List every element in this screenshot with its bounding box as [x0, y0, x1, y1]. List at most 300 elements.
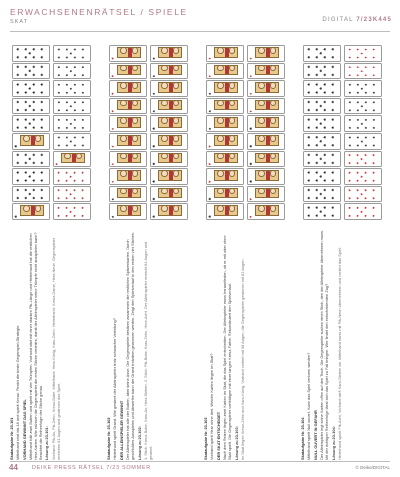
- suit-pip: ♣: [314, 91, 319, 94]
- card-row: [344, 42, 384, 220]
- suit-pip: ♠: [207, 127, 212, 130]
- figure-head: [173, 153, 180, 160]
- suit-pip: ♣: [27, 175, 32, 178]
- suit-pip: ♣: [15, 171, 20, 174]
- court-card-figure: [214, 118, 238, 129]
- playing-card: [150, 186, 188, 203]
- suit-pip: ♣: [23, 196, 28, 200]
- suit-pip: ♦: [371, 56, 376, 59]
- suit-pip: ♣: [15, 161, 20, 165]
- playing-card: [150, 204, 188, 221]
- suit-pip: ♠: [151, 74, 156, 78]
- figure-head: [120, 188, 127, 195]
- playing-card: [247, 151, 285, 168]
- playing-card: [344, 63, 382, 80]
- suit-pip: ♠: [80, 101, 85, 104]
- suit-pip: ♣: [318, 157, 323, 161]
- suit-pip: ♣: [322, 83, 327, 86]
- suit-pip: ♣: [15, 196, 20, 200]
- playing-card: [344, 98, 382, 115]
- playing-card: [109, 80, 147, 97]
- suit-pip: ♠: [56, 83, 61, 86]
- court-card-figure: [117, 65, 141, 76]
- figure-head: [217, 118, 224, 125]
- suit-pip: ♣: [330, 91, 335, 94]
- suit-pip: ♠: [56, 65, 61, 69]
- playing-card: [12, 186, 50, 203]
- suit-pip: ♣: [39, 171, 44, 174]
- suit-pip: ♣: [306, 214, 311, 217]
- playing-card: [303, 63, 341, 80]
- figure-head: [132, 170, 139, 177]
- suit-pip: ♥: [371, 153, 376, 157]
- court-card-figure: [255, 170, 279, 181]
- playing-card: [303, 133, 341, 150]
- suit-pip: ♣: [27, 69, 32, 73]
- suit-pip: ♥: [371, 196, 376, 200]
- suit-pip: ♥: [347, 161, 352, 165]
- court-card-figure: [117, 118, 141, 129]
- figure-head: [229, 188, 236, 195]
- suit-pip: ♣: [27, 192, 32, 196]
- suit-pip: ♠: [72, 126, 77, 129]
- figure-head: [217, 100, 224, 107]
- suit-pip: ♠: [80, 73, 85, 77]
- card-row: [303, 42, 343, 220]
- suit-pip: ♣: [248, 180, 253, 183]
- suit-pip: ♠: [72, 101, 77, 104]
- suit-pip: ♣: [23, 179, 28, 182]
- suit-pip: ♠: [56, 126, 61, 129]
- playing-card: [109, 186, 147, 203]
- suit-pip: ♣: [31, 55, 36, 59]
- playing-card: [247, 98, 285, 115]
- puzzle-intro: Mittelhand reizt bis 18 und spielt Kreuz. Findet die beste Gegenspiel-Strategie.: [15, 324, 21, 460]
- suit-pip: ♣: [248, 162, 253, 166]
- suit-pip: ♠: [72, 56, 77, 59]
- court-card-figure: [255, 135, 279, 146]
- puzzle-title: Skataufgabe Nr. 23-104: [300, 417, 305, 460]
- figure-head: [161, 100, 168, 107]
- suit-pip: ♣: [15, 179, 20, 182]
- playing-card: [109, 204, 147, 221]
- suit-pip: ♥: [110, 109, 115, 113]
- suit-pip: ♠: [207, 92, 212, 95]
- court-card-figure: [214, 65, 238, 76]
- suit-pip: ♥: [207, 162, 212, 166]
- figure-head: [132, 153, 139, 160]
- court-card-figure: [214, 153, 238, 164]
- suit-pip: ♥: [72, 188, 77, 192]
- suit-pip: ♠: [363, 118, 368, 121]
- suit-pip: ♥: [347, 206, 352, 209]
- suit-pip: ♥: [347, 171, 352, 174]
- playing-card: [247, 63, 285, 80]
- playing-card: [344, 151, 382, 168]
- playing-card: [247, 45, 285, 62]
- figure-head: [76, 153, 83, 160]
- playing-card: [247, 186, 285, 203]
- card-hand-1: [12, 42, 94, 220]
- suit-pip: ♠: [363, 101, 368, 104]
- suit-pip: ♠: [363, 91, 368, 94]
- figure-head: [120, 47, 127, 54]
- figure-head: [229, 65, 236, 72]
- suit-pip: ♣: [322, 91, 327, 94]
- suit-pip: ♥: [355, 214, 360, 217]
- suit-pip: ♠: [363, 83, 368, 86]
- suit-pip: ♥: [56, 179, 61, 182]
- figure-head: [229, 118, 236, 125]
- suit-pip: ♣: [15, 118, 20, 121]
- playing-card: [206, 204, 244, 221]
- suit-pip: ♣: [27, 157, 32, 161]
- playing-card: [303, 186, 341, 203]
- playing-card: [53, 116, 91, 133]
- suit-pip: ♦: [207, 75, 212, 78]
- suit-pip: ♠: [64, 136, 69, 139]
- suit-pip: ♣: [31, 108, 36, 112]
- suit-pip: ♣: [322, 55, 327, 59]
- suit-pip: ♠: [355, 83, 360, 86]
- court-card-figure: [214, 170, 238, 181]
- figure-head: [173, 188, 180, 195]
- suit-pip: ♣: [15, 100, 20, 104]
- suit-pip: ♥: [207, 180, 212, 183]
- suit-pip: ♠: [359, 122, 364, 125]
- court-card-figure: [255, 47, 279, 58]
- suit-pip: ♣: [151, 197, 156, 201]
- court-card-figure: [214, 188, 238, 199]
- suit-pip: ♠: [371, 91, 376, 94]
- figure-head: [23, 206, 30, 213]
- suit-pip: ♣: [306, 179, 311, 182]
- suit-pip: ♣: [330, 171, 335, 174]
- suit-pip: ♠: [355, 126, 360, 129]
- suit-pip: ♠: [371, 136, 376, 139]
- suit-pip: ♠: [72, 91, 77, 94]
- figure-head: [161, 170, 168, 177]
- suit-pip: ♣: [322, 118, 327, 121]
- suit-pip: ♣: [23, 188, 28, 192]
- suit-pip: ♦: [110, 145, 115, 148]
- playing-card: [53, 45, 91, 62]
- suit-pip: ♠: [72, 73, 77, 77]
- court-card-figure: [255, 100, 279, 111]
- suit-pip: ♣: [306, 161, 311, 165]
- playing-card: [53, 63, 91, 80]
- figure-head: [173, 47, 180, 54]
- suit-pip: ♠: [56, 101, 61, 104]
- suit-pip: ♣: [322, 206, 327, 209]
- suit-pip: ♣: [306, 91, 311, 94]
- suit-pip: ♦: [363, 56, 368, 59]
- suit-pip: ♣: [15, 188, 20, 192]
- puzzle-text-3: [204, 228, 290, 460]
- suit-pip: ♣: [314, 196, 319, 200]
- playing-card: [12, 98, 50, 115]
- suit-pip: ♠: [64, 109, 69, 112]
- suit-pip: ♦: [363, 66, 368, 69]
- suit-pip: ♠: [363, 126, 368, 129]
- suit-pip: ♠: [56, 136, 61, 139]
- suit-pip: ♥: [56, 188, 61, 192]
- suit-pip: ♣: [31, 188, 36, 192]
- suit-pip: ♣: [31, 83, 36, 86]
- suit-pip: ♥: [68, 175, 73, 178]
- suit-pip: ♠: [151, 92, 156, 95]
- suit-pip: ♠: [68, 140, 73, 143]
- suit-pip: ♣: [151, 162, 156, 166]
- playing-card: [344, 204, 382, 221]
- playing-card: [344, 133, 382, 150]
- suit-pip: ♥: [355, 188, 360, 192]
- court-card-figure: [158, 100, 182, 111]
- court-card-figure: [255, 206, 279, 217]
- suit-pip: ♣: [318, 192, 323, 196]
- suit-pip: ♣: [330, 65, 335, 69]
- playing-card: [53, 168, 91, 185]
- suit-pip: ♥: [64, 171, 69, 174]
- suit-pip: ♥: [110, 92, 115, 95]
- playing-card: [303, 45, 341, 62]
- suit-pip: ♠: [80, 144, 85, 147]
- court-card-figure: [117, 100, 141, 111]
- suit-pip: ♦: [347, 56, 352, 59]
- puzzle-body: Mittelhand hält zwei Buben und spielt mit vier Trümpfen. Vorhand sitzt mit einer starken Pik-Länge und Hinterhand hat die restlichen Herz-Karten. Wie müssen die Gegenspieler die ersten Stiche verteilen, damit der Alleinspieler seine Trümpfe nicht ausspielen kann? Beachtet die Reihenfolge der Stiche genau.: [28, 232, 44, 460]
- page-header: [10, 3, 392, 31]
- playing-card: [109, 151, 147, 168]
- solution-label: Lösung zu 23-104:: [330, 426, 336, 460]
- suit-pip: ♣: [318, 51, 323, 55]
- suit-pip: ♣: [322, 153, 327, 157]
- suit-pip: ♣: [322, 196, 327, 200]
- suit-pip: ♠: [347, 109, 352, 112]
- playing-card: [150, 45, 188, 62]
- court-card-figure: [117, 82, 141, 93]
- court-card-figure: [255, 118, 279, 129]
- court-card-figure: [158, 135, 182, 146]
- playing-card: [53, 204, 91, 221]
- court-card-figure: [214, 82, 238, 93]
- suit-pip: ♣: [330, 179, 335, 182]
- suit-pip: ♥: [56, 214, 61, 217]
- playing-card: [109, 45, 147, 62]
- suit-pip: ♣: [322, 179, 327, 182]
- suit-pip: ♥: [371, 214, 376, 217]
- suit-pip: ♣: [39, 153, 44, 157]
- playing-card: [206, 133, 244, 150]
- suit-pip: ♣: [15, 83, 20, 86]
- suit-pip: ♣: [322, 73, 327, 77]
- suit-pip: ♠: [68, 87, 73, 90]
- figure-head: [173, 118, 180, 125]
- suit-pip: ♥: [80, 171, 85, 174]
- suit-pip: ♠: [80, 91, 85, 94]
- court-card-figure: [214, 47, 238, 58]
- suit-pip: ♦: [359, 52, 364, 55]
- suit-pip: ♣: [330, 73, 335, 77]
- suit-pip: ♥: [80, 196, 85, 200]
- suit-pip: ♠: [72, 118, 77, 121]
- card-row: [109, 42, 149, 220]
- suit-pip: ♣: [314, 118, 319, 121]
- card-row: [150, 42, 190, 220]
- suit-pip: ♥: [54, 162, 59, 166]
- puzzle-subtitle: NULL OUVERT IN GEFAHR: [312, 410, 318, 460]
- playing-card: [12, 204, 50, 221]
- playing-card: [109, 98, 147, 115]
- playing-card: [53, 98, 91, 115]
- figure-head: [132, 47, 139, 54]
- suit-pip: ♣: [314, 153, 319, 157]
- suit-pip: ♥: [347, 214, 352, 217]
- playing-card: [303, 116, 341, 133]
- puzzle-column-1: [10, 40, 96, 460]
- court-card-figure: [255, 188, 279, 199]
- suit-pip: ♠: [56, 73, 61, 77]
- suit-pip: ♣: [330, 135, 335, 139]
- card-row: [247, 42, 287, 220]
- suit-pip: ♣: [306, 143, 311, 147]
- suit-pip: ♥: [347, 188, 352, 192]
- brand-prefix: DIGITAL: [322, 17, 354, 23]
- suit-pip: ♣: [151, 215, 156, 218]
- figure-head: [173, 135, 180, 142]
- court-card-figure: [255, 65, 279, 76]
- suit-pip: ♣: [306, 118, 311, 121]
- suit-pip: ♣: [23, 108, 28, 112]
- suit-pip: ♠: [347, 136, 352, 139]
- suit-pip: ♣: [314, 100, 319, 104]
- suit-pip: ♣: [23, 65, 28, 69]
- suit-pip: ♣: [322, 161, 327, 165]
- puzzle-text-2: [107, 228, 193, 460]
- suit-pip: ♠: [363, 144, 368, 147]
- suit-pip: ♠: [64, 65, 69, 69]
- suit-pip: ♣: [39, 55, 44, 59]
- suit-pip: ♥: [72, 206, 77, 209]
- suit-pip: ♥: [347, 153, 352, 157]
- suit-pip: ♦: [347, 74, 352, 77]
- suit-pip: ♠: [80, 136, 85, 139]
- suit-pip: ♣: [23, 161, 28, 165]
- suit-pip: ♣: [248, 127, 253, 130]
- figure-head: [217, 47, 224, 54]
- suit-pip: ♠: [64, 101, 69, 104]
- suit-pip: ♠: [359, 87, 364, 90]
- suit-pip: ♥: [363, 153, 368, 157]
- solution-label: Lösung zu 23-101:: [44, 426, 50, 460]
- figure-head: [258, 82, 265, 89]
- suit-pip: ♥: [56, 206, 61, 209]
- suit-pip: ♦: [110, 180, 115, 183]
- suit-pip: ♣: [15, 91, 20, 94]
- suit-pip: ♠: [347, 118, 352, 121]
- suit-pip: ♠: [80, 48, 85, 51]
- playing-card: [206, 80, 244, 97]
- playing-card: [206, 186, 244, 203]
- puzzle-subtitle: DER ALLEINSPIELER GEWINNT: [118, 400, 124, 460]
- court-card-figure: [214, 100, 238, 111]
- suit-pip: ♣: [13, 215, 18, 218]
- suit-pip: ♣: [151, 144, 156, 148]
- suit-pip: ♣: [31, 126, 36, 129]
- suit-pip: ♥: [56, 196, 61, 200]
- puzzle-text-4: [301, 228, 387, 460]
- suit-pip: ♣: [306, 47, 311, 51]
- suit-pip: ♠: [355, 101, 360, 104]
- suit-pip: ♣: [207, 215, 212, 218]
- court-card-figure: [117, 153, 141, 164]
- suit-pip: ♠: [80, 65, 85, 69]
- suit-pip: ♦: [248, 110, 253, 113]
- solution-label: Lösung zu 23-103:: [233, 426, 239, 460]
- suit-pip: ♣: [318, 122, 323, 125]
- playing-card: [344, 168, 382, 185]
- suit-pip: ♣: [318, 210, 323, 213]
- suit-pip: ♣: [330, 188, 335, 192]
- suit-pip: ♠: [355, 144, 360, 147]
- suit-pip: ♣: [27, 122, 32, 125]
- suit-pip: ♣: [31, 179, 36, 182]
- puzzle-body: Der Alleinspieler hat alle vier Buben, aber keine Asse. Die Gegenspieler besitzen zusammen die restlichen Spitzenkarten. Durch geschicktes Ausspielen und Abwerfen kann der Grand trotzdem gewonnen werden. Zeigt den Spielverlauf in den ersten vier Stichen.: [125, 231, 136, 460]
- court-card-figure: [255, 82, 279, 93]
- suit-pip: ♦: [355, 66, 360, 69]
- figure-head: [120, 206, 127, 213]
- figure-head: [120, 170, 127, 177]
- suit-pip: ♣: [314, 55, 319, 59]
- suit-pip: ♣: [31, 65, 36, 69]
- suit-pip: ♣: [314, 108, 319, 112]
- figure-head: [217, 65, 224, 72]
- suit-pip: ♣: [15, 65, 20, 69]
- suit-pip: ♣: [13, 144, 18, 148]
- suit-pip: ♣: [330, 55, 335, 59]
- suit-pip: ♣: [330, 108, 335, 112]
- solution-text: Im Skat liegen Kreuz-Zehn und Karo-König. Vorhand verliert mit 58 Augen, die Gegenspieler gewinnen mit 62 Augen.: [239, 258, 245, 460]
- suit-pip: ♠: [64, 83, 69, 86]
- suit-pip: ♠: [64, 56, 69, 59]
- suit-pip: ♣: [330, 153, 335, 157]
- suit-pip: ♥: [68, 192, 73, 196]
- figure-head: [270, 153, 277, 160]
- playing-card: [247, 133, 285, 150]
- card-row: [206, 42, 246, 220]
- suit-pip: ♥: [371, 188, 376, 192]
- suit-pip: ♣: [23, 126, 28, 129]
- figure-head: [173, 100, 180, 107]
- suit-pip: ♠: [68, 52, 73, 55]
- court-card-figure: [214, 206, 238, 217]
- figure-head: [35, 206, 42, 213]
- suit-pip: ♣: [322, 143, 327, 147]
- suit-pip: ♣: [330, 83, 335, 86]
- suit-pip: ♥: [72, 179, 77, 182]
- suit-pip: ♥: [363, 171, 368, 174]
- playing-card: [247, 168, 285, 185]
- suit-pip: ♣: [15, 47, 20, 51]
- suit-pip: ♣: [318, 139, 323, 143]
- suit-pip: ♥: [363, 206, 368, 209]
- suit-pip: ♠: [347, 91, 352, 94]
- playing-card: [150, 116, 188, 133]
- court-card-figure: [158, 47, 182, 58]
- suit-pip: ♥: [371, 179, 376, 182]
- suit-pip: ♣: [31, 196, 36, 200]
- figure-head: [161, 206, 168, 213]
- suit-pip: ♦: [363, 48, 368, 51]
